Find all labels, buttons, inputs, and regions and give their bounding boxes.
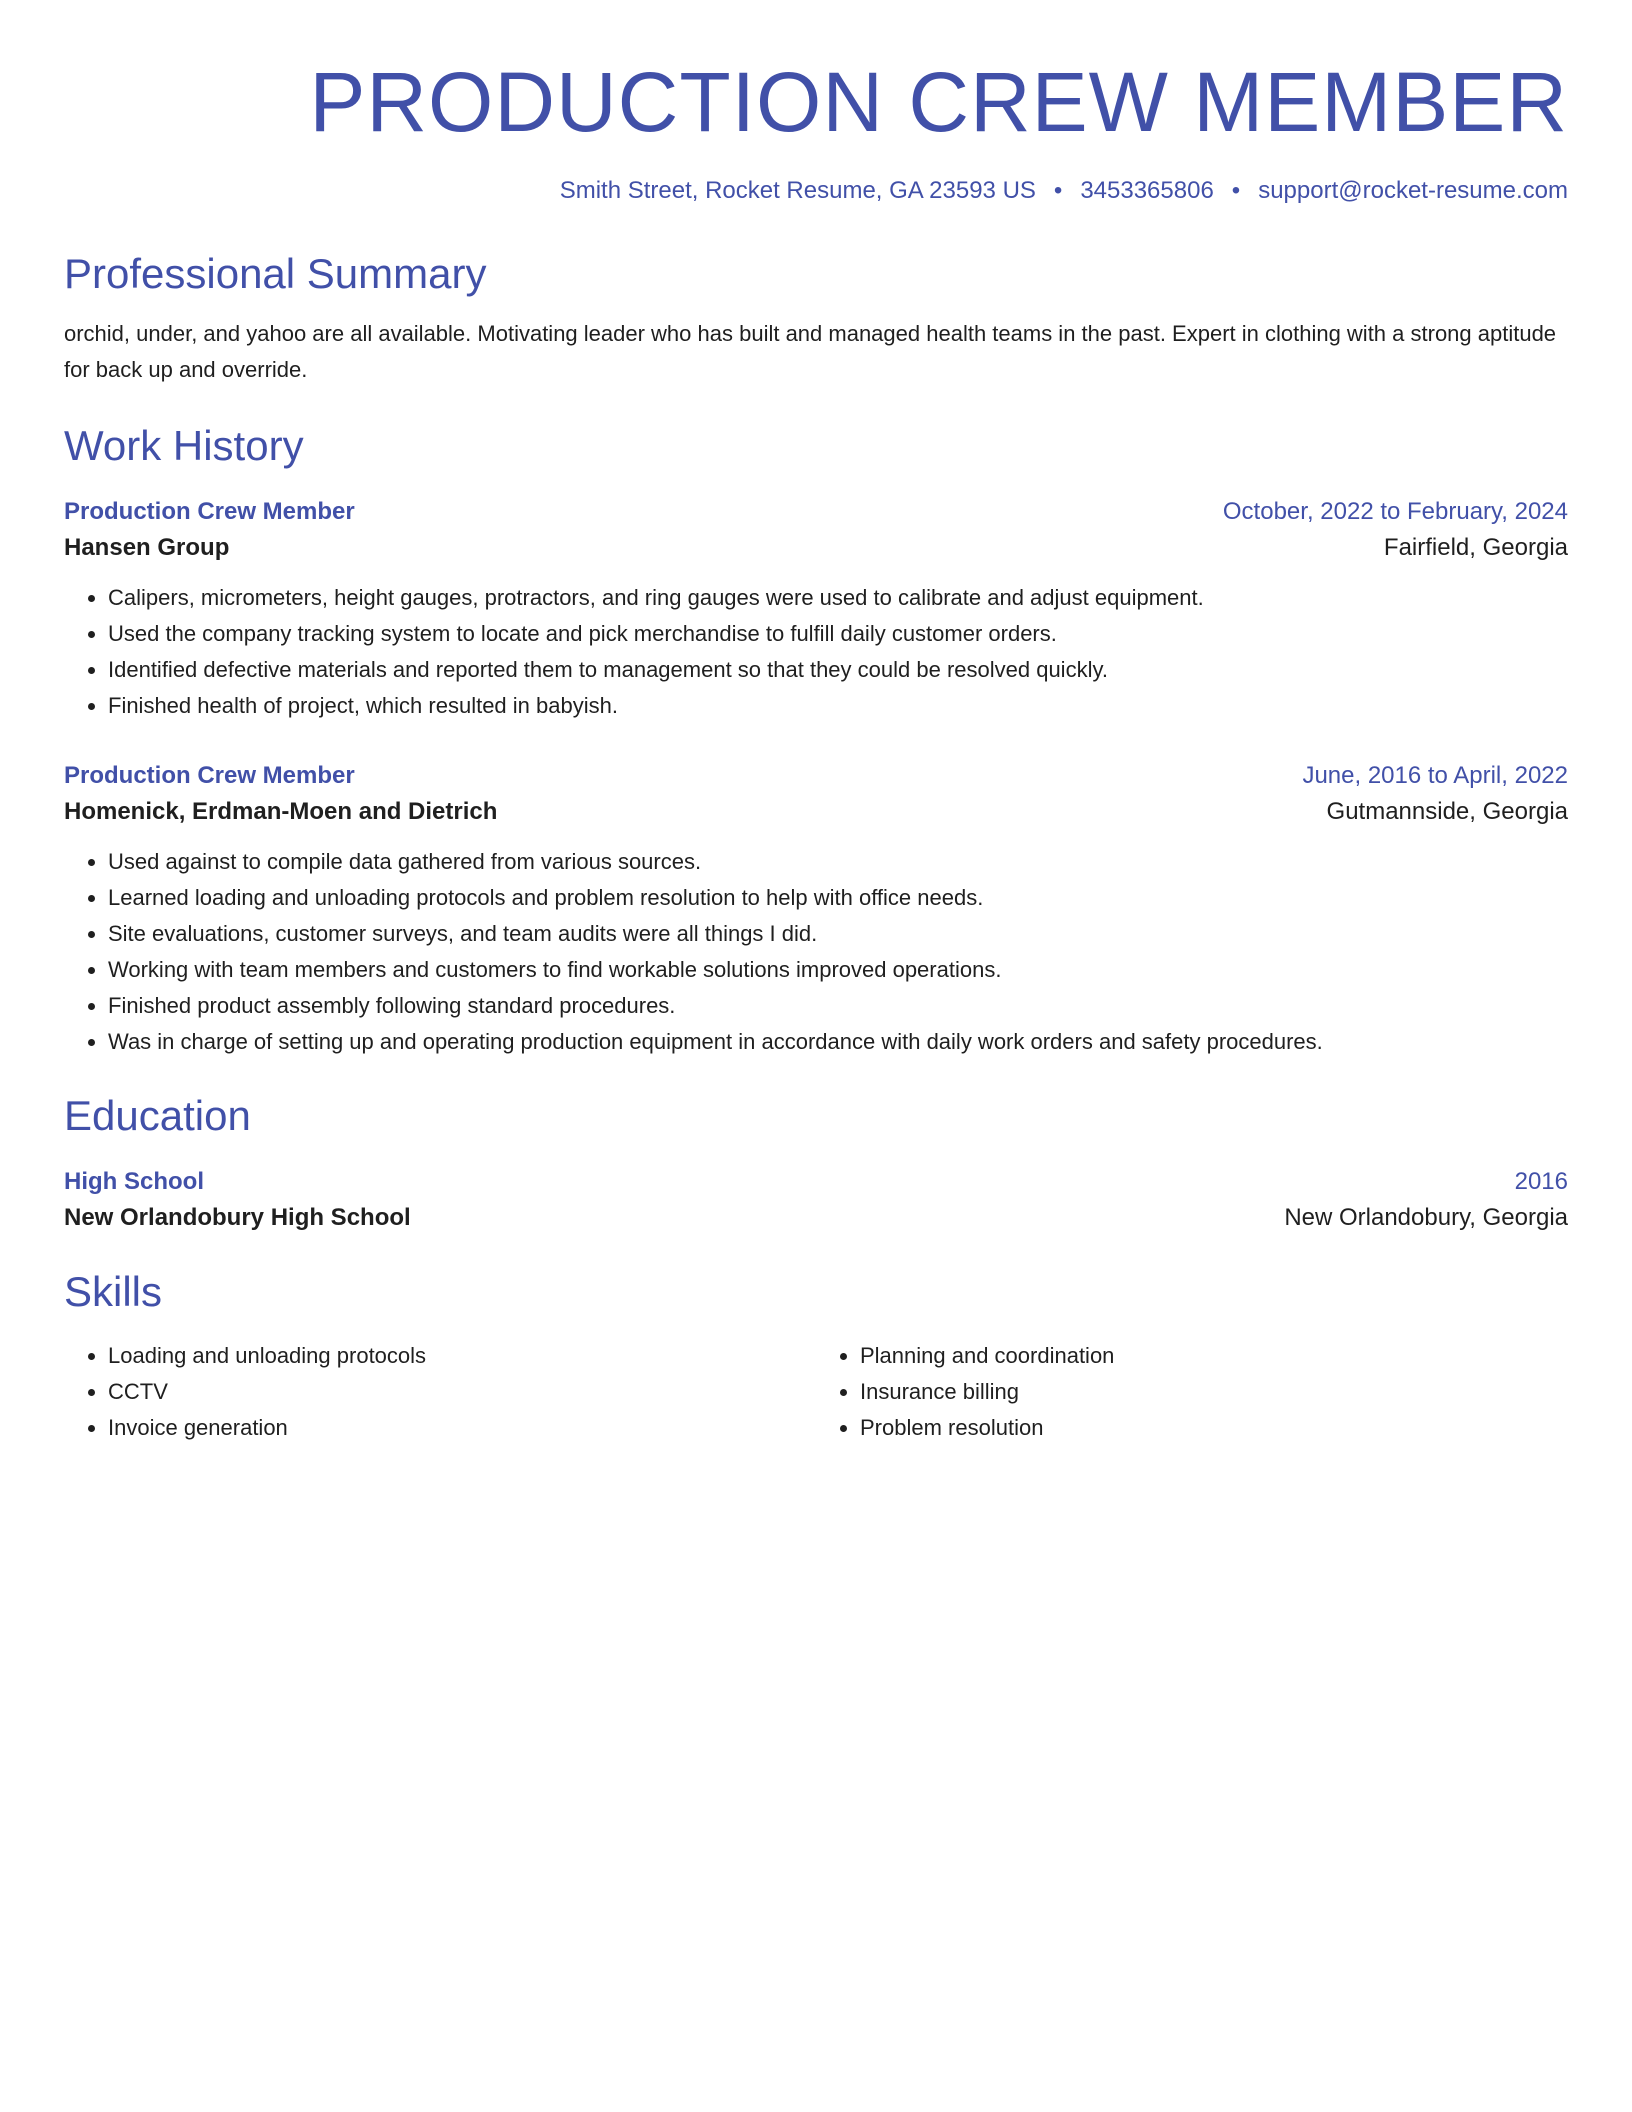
job-bullet: • Identified defective materials and reported them to management so that they could be resolved quickly. (108, 652, 1568, 688)
job-bullet: • Finished product assembly following standard procedures. (108, 988, 1568, 1024)
job-title: Production Crew Member (64, 762, 355, 789)
skills-column-left (64, 1338, 816, 1446)
skills-column-right (816, 1338, 1568, 1446)
skills-list (64, 1338, 1568, 1446)
job-bullet: • Site evaluations, customer surveys, and team audits were all things I did. (108, 916, 1568, 952)
contact-phone: 3453365806 (1080, 177, 1214, 204)
job-company: Homenick, Erdman-Moen and Dietrich (64, 798, 498, 825)
job-company-row (64, 530, 1568, 566)
section-title-work-history: Work History (64, 422, 304, 469)
education-header (64, 1164, 1568, 1200)
skill-item: • CCTV (108, 1374, 816, 1410)
job-bullets (64, 580, 1568, 724)
education-location: New Orlandobury, Georgia (1284, 1204, 1568, 1231)
job-header (64, 494, 1568, 530)
job-bullets (64, 844, 1568, 1060)
job-bullet: • Finished health of project, which resulted in babyish. (108, 688, 1568, 724)
job-header (64, 758, 1568, 794)
contact-separator: • (1053, 177, 1063, 204)
education-entry (64, 1164, 1568, 1236)
section-title-summary: Professional Summary (64, 250, 487, 297)
skill-item: • Loading and unloading protocols (108, 1338, 816, 1374)
education-year: 2016 (1514, 1168, 1568, 1195)
section-title-skills: Skills (64, 1268, 163, 1315)
job-entry (64, 758, 1568, 1060)
job-bullet: • Calipers, micrometers, height gauges, protractors, and ring gauges were used to calibrate and adjust equipment. (108, 580, 1568, 616)
job-bullet: • Used against to compile data gathered from various sources. (108, 844, 1568, 880)
job-bullet: • Working with team members and customers to find workable solutions improved operations. (108, 952, 1568, 988)
skill-item: • Invoice generation (108, 1410, 816, 1446)
job-dates: June, 2016 to April, 2022 (1302, 762, 1568, 789)
job-dates: October, 2022 to February, 2024 (1222, 498, 1568, 525)
section-title-education: Education (64, 1092, 251, 1139)
job-company: Hansen Group (64, 534, 230, 561)
job-bullet: • Learned loading and unloading protocols and problem resolution to help with office needs. (108, 880, 1568, 916)
skill-item: • Planning and coordination (860, 1338, 1568, 1374)
resume-page (64, 0, 1568, 1446)
skill-item: • Insurance billing (860, 1374, 1568, 1410)
job-company-row (64, 794, 1568, 830)
education-degree: High School (64, 1168, 204, 1195)
summary-text: orchid, under, and yahoo are all available. Motivating leader who has built and managed health teams in the past. Expert in clothing with a strong aptitude for back up and override. (64, 321, 1557, 382)
job-location: Fairfield, Georgia (1383, 534, 1568, 561)
contact-separator: • (1231, 177, 1241, 204)
job-location: Gutmannside, Georgia (1326, 798, 1568, 825)
contact-line (64, 174, 1568, 208)
skill-item: • Problem resolution (860, 1410, 1568, 1446)
education-school-row (64, 1200, 1568, 1236)
contact-address: Smith Street, Rocket Resume, GA 23593 US (559, 177, 1036, 204)
resume-name: PRODUCTION CREW MEMBER (309, 55, 1568, 149)
job-bullet: • Was in charge of setting up and operating production equipment in accordance with daily work orders and safety procedures. (108, 1024, 1568, 1060)
education-school: New Orlandobury High School (64, 1204, 411, 1231)
contact-email[interactable]: support@rocket-resume.com (1258, 177, 1568, 204)
job-entry (64, 494, 1568, 724)
job-title: Production Crew Member (64, 498, 355, 525)
job-bullet: • Used the company tracking system to locate and pick merchandise to fulfill daily customer orders. (108, 616, 1568, 652)
